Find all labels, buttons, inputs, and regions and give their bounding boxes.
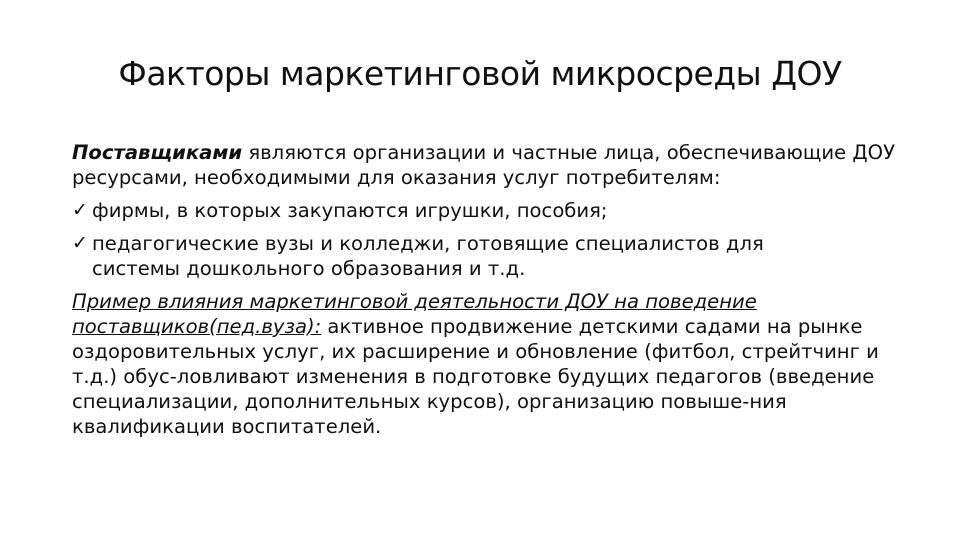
bullet-text-1: фирмы, в которых закупаются игрушки, пособия; bbox=[92, 199, 608, 222]
example-lead: Пример влияния маркетинговой деятельности ДОУ на поведение поставщиков(пед.вуза): bbox=[72, 290, 757, 338]
bullet-item-2 bbox=[72, 231, 902, 281]
checkmark-icon: ✓ bbox=[72, 199, 88, 221]
bullet-text-2-continuation: системы дошкольного образования и т.д. bbox=[92, 257, 526, 280]
bullet-text-2: педагогические вузы и колледжи, готовящие специалистов для bbox=[92, 232, 764, 255]
example-paragraph bbox=[72, 289, 902, 439]
intro-text: являются организации и частные лица, обеспечивающие ДОУ ресурсами, необходимыми для оказания услуг потребителям: bbox=[72, 141, 896, 189]
intro-paragraph bbox=[72, 140, 902, 190]
example-text: активное продвижение детскими садами на рынке оздоровительных услуг, их расширение и обновление (фитбол, стрейтчинг и т.д.) обус-ловливают изменения в подготовке будущих педагогов (введение специализации, дополнительных курсов), организацию повыше-ния квалификации воспитателей. bbox=[72, 315, 879, 438]
slide-title: Факторы маркетинговой микросреды ДОУ bbox=[118, 54, 842, 93]
bullet-item-1 bbox=[72, 198, 902, 223]
intro-term: Поставщиками bbox=[72, 141, 243, 164]
checkmark-icon: ✓ bbox=[72, 232, 88, 254]
slide-body bbox=[72, 140, 902, 439]
